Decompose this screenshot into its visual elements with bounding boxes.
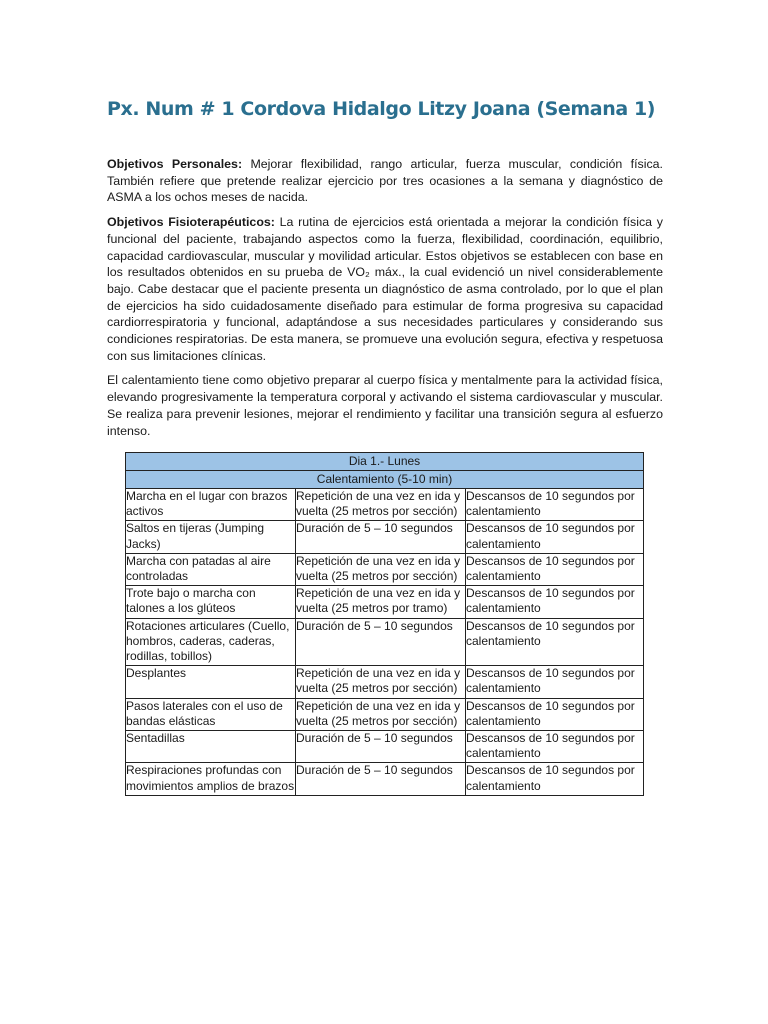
table-header-day: Dia 1.- Lunes bbox=[126, 453, 644, 471]
table-row bbox=[126, 521, 644, 553]
exercise-cell: Trote bajo o marcha con talones a los glúteos bbox=[126, 586, 296, 618]
table-header-day-row bbox=[126, 453, 644, 471]
table-row bbox=[126, 553, 644, 585]
table-header-section-row bbox=[126, 471, 644, 489]
table-row bbox=[126, 763, 644, 795]
exercise-cell: Respiraciones profundas con movimientos amplios de brazos bbox=[126, 763, 296, 795]
table-row bbox=[126, 618, 644, 666]
exercise-cell: Saltos en tijeras (Jumping Jacks) bbox=[126, 521, 296, 553]
rest-cell: Descansos de 10 segundos por calentamiento bbox=[466, 698, 644, 730]
table-header-section: Calentamiento (5-10 min) bbox=[126, 471, 644, 489]
duration-cell: Duración de 5 – 10 segundos bbox=[296, 618, 466, 666]
duration-cell: Repetición de una vez en ida y vuelta (25 metros por sección) bbox=[296, 666, 466, 698]
duration-cell: Repetición de una vez en ida y vuelta (25 metros por tramo) bbox=[296, 586, 466, 618]
duration-cell: Duración de 5 – 10 segundos bbox=[296, 763, 466, 795]
duration-cell: Duración de 5 – 10 segundos bbox=[296, 731, 466, 763]
rest-cell: Descansos de 10 segundos por calentamiento bbox=[466, 553, 644, 585]
objetivos-fisio-text: La rutina de ejercicios está orientada a mejorar la condición física y funcional del paciente, trabajando aspectos como la fuerza, flexibilidad, coordinación, equilibrio, capacidad cardiovascular, muscular y movilidad articular. Estos objetivos se establecen con base en los resultados obtenidos en su prueba de VO₂ máx., la cual evidenció un nivel considerablemente bajo. Cabe destacar que el paciente presenta un diagnóstico de asma controlado, por lo que el plan de ejercicios ha sido cuidadosamente diseñado para estimular de forma progresiva su capacidad cardiorrespiratoria y funcional, adaptándose a sus necesidades particulares y considerando sus condiciones respiratorias. De esta manera, se promueve una evolución segura, efectiva y respetuosa con sus limitaciones clínicas. bbox=[107, 215, 664, 363]
rest-cell: Descansos de 10 segundos por calentamiento bbox=[466, 521, 644, 553]
duration-cell: Repetición de una vez en ida y vuelta (25 metros por sección) bbox=[296, 489, 466, 521]
objetivos-personales-text: Mejorar flexibilidad, rango articular, fuerza muscular, condición física. También refiere que pretende realizar ejercicio por tres ocasiones a la semana y diagnóstico de ASMA a los ochos meses de nacida. bbox=[107, 157, 663, 205]
duration-cell: Repetición de una vez en ida y vuelta (25 metros por sección) bbox=[296, 553, 466, 585]
page-title: Px. Num # 1 Cordova Hidalgo Litzy Joana (Semana 1) bbox=[107, 98, 656, 120]
exercise-cell: Marcha con patadas al aire controladas bbox=[126, 553, 296, 585]
rest-cell: Descansos de 10 segundos por calentamiento bbox=[466, 618, 644, 666]
table-row bbox=[126, 698, 644, 730]
exercise-cell: Marcha en el lugar con brazos activos bbox=[126, 489, 296, 521]
rest-cell: Descansos de 10 segundos por calentamiento bbox=[466, 666, 644, 698]
table-row bbox=[126, 731, 644, 763]
exercise-cell: Desplantes bbox=[126, 666, 296, 698]
duration-cell: Duración de 5 – 10 segundos bbox=[296, 521, 466, 553]
document-body bbox=[107, 96, 663, 447]
exercise-cell: Sentadillas bbox=[126, 731, 296, 763]
exercise-cell: Pasos laterales con el uso de bandas elásticas bbox=[126, 698, 296, 730]
rest-cell: Descansos de 10 segundos por calentamiento bbox=[466, 731, 644, 763]
rest-cell: Descansos de 10 segundos por calentamiento bbox=[466, 489, 644, 521]
rest-cell: Descansos de 10 segundos por calentamiento bbox=[466, 586, 644, 618]
routine-table bbox=[125, 452, 644, 796]
duration-cell: Repetición de una vez en ida y vuelta (25 metros por sección) bbox=[296, 698, 466, 730]
exercise-cell: Rotaciones articulares (Cuello, hombros, caderas, caderas, rodillas, tobillos) bbox=[126, 618, 296, 666]
rest-cell: Descansos de 10 segundos por calentamiento bbox=[466, 763, 644, 795]
table-row bbox=[126, 666, 644, 698]
objetivos-fisio-paragraph bbox=[107, 214, 663, 364]
objetivos-fisio-label: Objetivos Fisioterapéuticos: bbox=[107, 215, 275, 230]
routine-table-wrapper bbox=[125, 452, 643, 796]
table-row bbox=[126, 586, 644, 618]
objetivos-personales-paragraph bbox=[107, 156, 663, 206]
calentamiento-paragraph: El calentamiento tiene como objetivo preparar al cuerpo física y mentalmente para la actividad física, elevando progresivamente la temperatura corporal y activando el sistema cardiovascular y muscular. Se realiza para prevenir lesiones, mejorar el rendimiento y facilitar una transición segura al esfuerzo intenso. bbox=[107, 373, 663, 438]
objetivos-personales-label: Objetivos Personales: bbox=[107, 157, 243, 171]
table-row bbox=[126, 489, 644, 521]
